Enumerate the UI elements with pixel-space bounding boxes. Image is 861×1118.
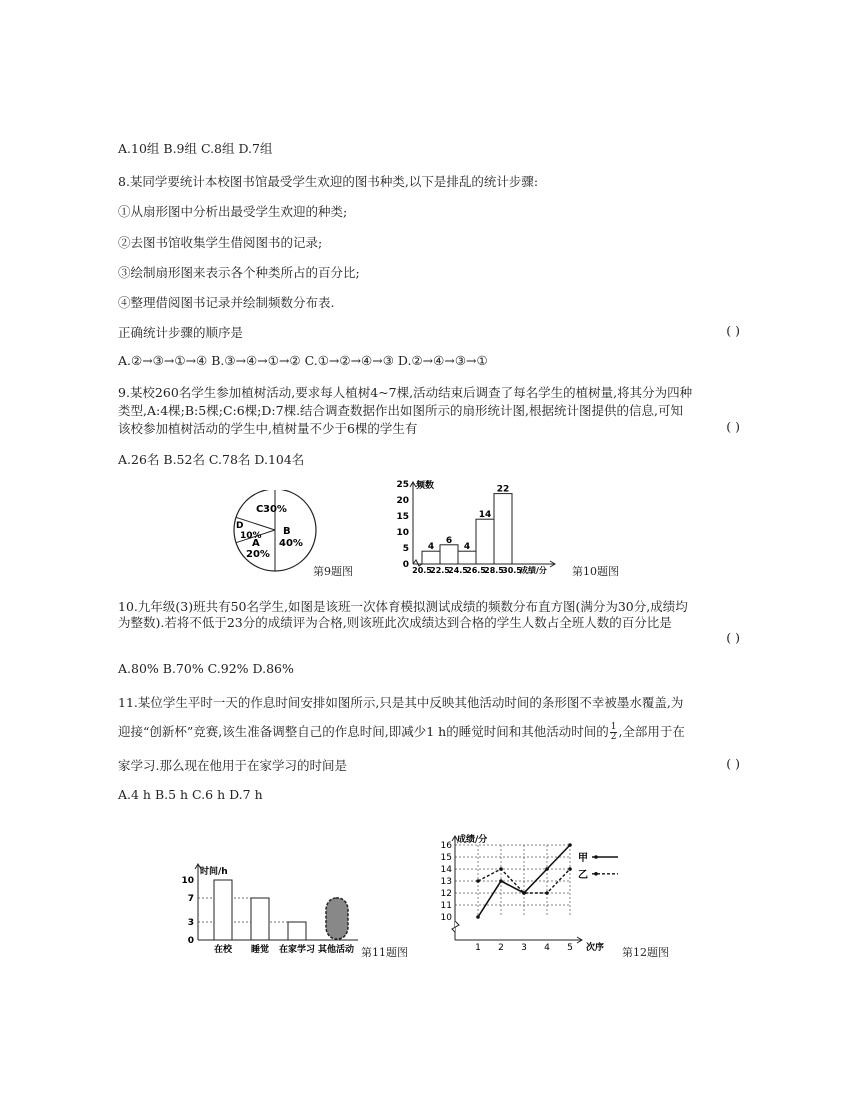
q8-step-3: ③绘制扇形图来表示各个种类所占的百分比; xyxy=(118,265,360,280)
pie-caption: 第9题图 xyxy=(313,565,353,578)
hist-y-tick: 20 xyxy=(396,496,409,506)
hist-bar xyxy=(476,519,494,564)
hist-y-tick: 15 xyxy=(396,512,409,522)
pie-pct-d: 10% xyxy=(240,531,262,541)
histogram-chart xyxy=(385,474,575,574)
pie-pct-c: 30% xyxy=(263,504,287,515)
legend-jia-label: 甲 xyxy=(578,853,588,864)
bar11-bar xyxy=(288,922,306,940)
series-yi-point xyxy=(476,879,480,883)
q8-options: A.②→③→①→④ B.③→④→①→② C.①→②→④→③ D.②→④→③→① xyxy=(118,353,488,368)
q11-options: A.4 h B.5 h C.6 h D.7 h xyxy=(118,787,263,802)
line-y-tick: 13 xyxy=(440,877,452,887)
hist-x-label: 成绩/分 xyxy=(520,566,547,574)
q9-answer-paren: ( ) xyxy=(726,419,740,434)
pie-label-a: A xyxy=(252,538,260,549)
hist-caption: 第10题图 xyxy=(572,565,619,578)
line-y-label: 成绩/分 xyxy=(457,835,488,845)
series-yi-point xyxy=(568,867,572,871)
hist-bar-label: 22 xyxy=(496,484,510,495)
hist-x-tick: 20.5 xyxy=(412,566,432,574)
hist-y-tick: 25 xyxy=(396,480,409,490)
legend-yi-point xyxy=(594,872,598,876)
pie-label-d: D xyxy=(236,521,244,531)
line-y-tick: 11 xyxy=(440,901,452,911)
pie-pct-a: 20% xyxy=(246,549,270,560)
series-jia-point xyxy=(499,879,503,883)
line-y-tick: 10 xyxy=(440,913,452,923)
q10-options: A.80% B.70% C.92% D.86% xyxy=(118,661,294,676)
line-x-tick: 2 xyxy=(498,943,504,953)
bar11-y-tick: 3 xyxy=(187,918,194,928)
line-x-tick: 5 xyxy=(567,943,573,953)
line-y-tick: 12 xyxy=(440,889,452,899)
hist-bar-label: 4 xyxy=(427,542,435,553)
pie-pct-b: 40% xyxy=(279,538,303,549)
bar11-ink-blot xyxy=(326,898,348,939)
hist-bar-label: 14 xyxy=(478,510,492,521)
series-jia-point xyxy=(545,867,549,871)
hist-bar-label: 6 xyxy=(445,535,453,546)
q8-step-1: ①从扇形图中分析出最受学生欢迎的种类; xyxy=(118,204,348,219)
schedule-bar-chart xyxy=(176,858,366,960)
series-jia-point xyxy=(476,915,480,919)
line-caption: 第12题图 xyxy=(622,946,669,959)
line-y-tick: 14 xyxy=(440,865,452,875)
line-x-label: 次序 xyxy=(586,943,605,953)
hist-bar-label: 4 xyxy=(463,542,471,553)
bar11-caption: 第11题图 xyxy=(361,946,408,959)
q10-line-2: 为整数).若将不低于23分的成绩评为合格,则该班此次成绩达到合格的学生人数占全班人数的百分比是 xyxy=(118,615,672,630)
bar11-category-label: 睡觉 xyxy=(250,945,270,955)
q10-answer-paren: ( ) xyxy=(726,630,740,645)
bar11-category-label: 其他活动 xyxy=(317,945,355,955)
hist-x-tick: 30.5 xyxy=(502,566,522,574)
line-x-tick: 1 xyxy=(475,943,481,953)
hist-y-tick: 0 xyxy=(402,560,409,570)
line-x-tick: 3 xyxy=(521,943,527,953)
hist-y-tick: 10 xyxy=(396,528,409,538)
q11-line-1: 11.某位学生平时一天的作息时间安排如图所示,只是其中反映其他活动时间的条形图不幸被墨水覆盖,为 xyxy=(118,695,684,710)
hist-x-tick: 22.5 xyxy=(430,566,450,574)
legend-yi-label: 乙 xyxy=(578,869,588,881)
line-x-tick: 4 xyxy=(544,943,550,953)
hist-bar xyxy=(494,494,512,564)
hist-x-tick: 24.5 xyxy=(448,566,468,574)
bar11-y-tick: 10 xyxy=(181,876,194,886)
legend-jia-point xyxy=(594,855,598,859)
hist-x-tick: 26.5 xyxy=(466,566,486,574)
pie-label-b: B xyxy=(283,526,291,537)
q8-step-2: ②去图书馆收集学生借阅图书的记录; xyxy=(118,235,323,250)
q11-line-2 xyxy=(118,722,685,742)
q9-line-1: 9.某校260名学生参加植树活动,要求每人植树4~7棵,活动结束后调查了每名学生的植树量,将其分为四种 xyxy=(118,385,693,400)
line-y-tick: 15 xyxy=(440,853,452,863)
q7-options: A.10组 B.9组 C.8组 D.7组 xyxy=(118,141,273,156)
bar11-y-tick: 0 xyxy=(187,936,194,946)
hist-y-label: 频数 xyxy=(416,481,435,491)
q9-line-3: 该校参加植树活动的学生中,植树量不少于6棵的学生有 xyxy=(118,421,418,436)
q11-line-2b: ,全部用于在 xyxy=(618,724,685,739)
q8-answer-paren: ( ) xyxy=(726,323,740,338)
hist-bar xyxy=(458,551,476,564)
pie-label-c: C xyxy=(256,504,264,515)
bar11-category-label: 在校 xyxy=(213,945,233,955)
series-jia-point xyxy=(568,843,572,847)
q8-ask: 正确统计步骤的顺序是 xyxy=(118,325,244,340)
q11-fraction: $\frac{1}{2}$ xyxy=(610,722,617,742)
q8-step-4: ④整理借阅图书记录并绘制频数分布表. xyxy=(118,295,335,310)
score-line-chart xyxy=(433,832,623,958)
bar11-y-label: 时间/h xyxy=(200,867,228,877)
q8-stem: 8.某同学要统计本校图书馆最受学生欢迎的图书种类,以下是排乱的统计步骤: xyxy=(118,174,539,189)
q11-line-2a: 迎接“创新杯”竞赛,该生准备调整自己的作息时间,即减少1 h的睡觉时间和其他活动时间的 xyxy=(118,724,609,739)
q10-line-1: 10.九年级(3)班共有50名学生,如图是该班一次体育模拟测试成绩的频数分布直方图(满分为30分,成绩均 xyxy=(118,599,688,614)
series-yi-point xyxy=(545,891,549,895)
hist-y-tick: 5 xyxy=(402,544,409,554)
series-yi-point xyxy=(499,867,503,871)
bar11-bar xyxy=(214,880,232,940)
bar11-bar xyxy=(251,898,269,940)
series-yi-point xyxy=(522,891,526,895)
q9-options: A.26名 B.52名 C.78名 D.104名 xyxy=(118,452,305,467)
line-y-tick: 16 xyxy=(440,841,452,851)
hist-bar xyxy=(440,545,458,564)
q9-line-2: 类型,A:4棵;B:5棵;C:6棵;D:7棵.结合调查数据作出如图所示的扇形统计图,根据统计图提供的信息,可知 xyxy=(118,403,683,418)
bar11-category-label: 在家学习 xyxy=(278,945,316,955)
q11-line-3: 家学习.那么现在他用于在家学习的时间是 xyxy=(118,758,347,773)
q11-answer-paren: ( ) xyxy=(726,756,740,771)
hist-x-tick: 28.5 xyxy=(484,566,504,574)
bar11-y-tick: 7 xyxy=(187,894,194,904)
hist-bar xyxy=(422,551,440,564)
